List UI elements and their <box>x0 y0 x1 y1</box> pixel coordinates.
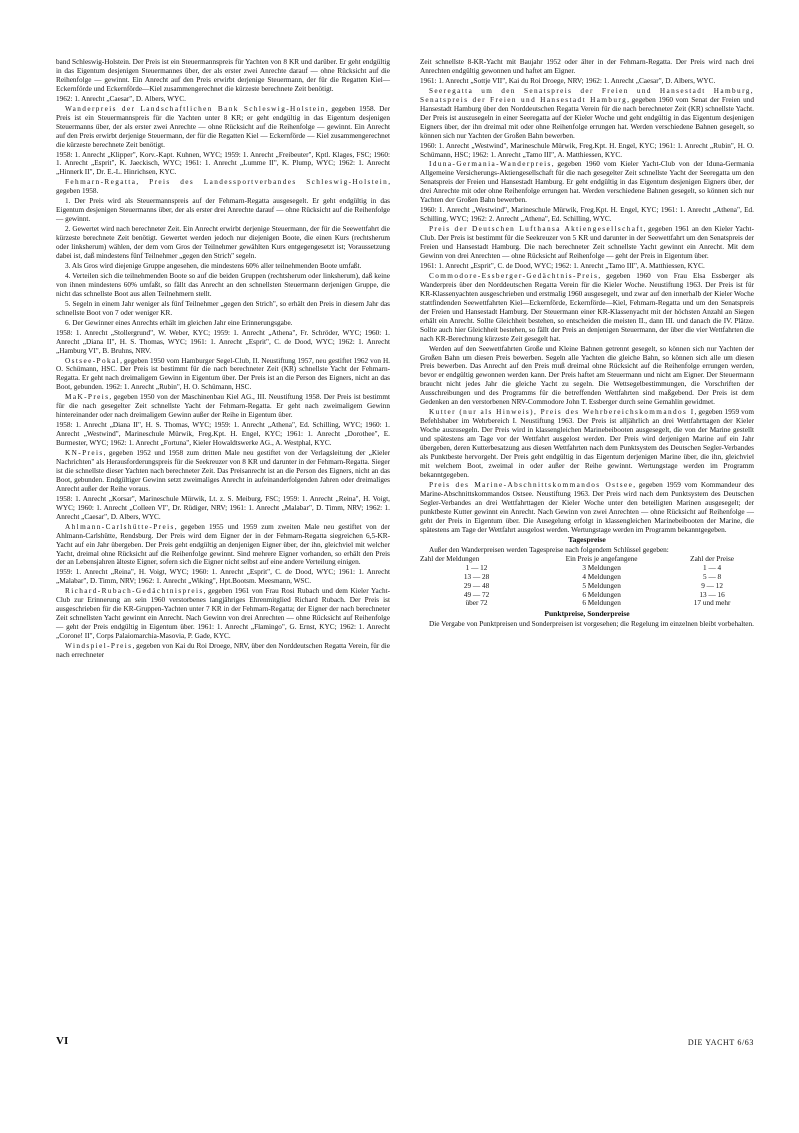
table-cell: 3 Meldungen <box>582 564 621 573</box>
prize-title: Commodore-Essberger-Gedächtnis-Preis <box>429 271 599 280</box>
prize-title: Seeregatta um den Senatspreis der Freien und Hansestadt Hamburg, Senatspreis der Freien und Hansestadt Hamburg <box>420 86 754 104</box>
table-cell: 13 — 16 <box>699 590 725 599</box>
issue-label: DIE YACHT 6/63 <box>687 1038 754 1047</box>
paragraph: band Schleswig-Holstein. Der Preis ist ein Steuermannspreis für Yachten von 8 KR und darüber. Er geht endgültig in das Eigentum desjenigen Steuermannes über, der als erster zwei Anrechte darauf — ohne Rücksicht auf die Reihenfolge — gewinnt. Ein Anrecht auf den Preis erwirbt derjenige Steuermann, der für die Regatten Kiel—Eckernförde und Eckernförde—Kiel zusammengerechnet die kürzeste berechnete Zeit benötigt. <box>56 58 390 93</box>
results-line: 1962: 1. Anrecht „Caesar", D. Albers, WYC. <box>56 94 186 103</box>
rule-item: 5. Segeln in einem Jahr weniger als fünf Teilnehmer „gegen den Strich", so erhält den Preis in diesem Jahr das schnellste Boot von 7 oder weniger KR. <box>56 299 390 317</box>
prize-title: Wanderpreis der Landschaftlichen Bank Schleswig-Holstein <box>65 104 326 113</box>
prize-entry <box>420 160 754 205</box>
rule-item: 1. Der Preis wird als Steuermannspreis auf der Fehmarn-Regatta ausgesegelt. Er geht endgültig in das Eigentum desjenigen Steuermanns über, der als erster drei Anrechte darauf — ohne Rücksicht auf die Reihenfolge — gewinnt. <box>56 197 390 224</box>
table-header: Zahl der Meldungen <box>420 555 480 564</box>
results-line: 1959: 1. Anrecht „Reina", H. Voigt, WYC; 1960: 1. Anrecht „Esprit", C. de Dood, WYC; 1961: 1. Anrecht „Malabar", D. Timm, NRV; 1962: 1. Anrecht „Wiking", Hpt.Bootsm. Meesmann, WSC. <box>56 568 390 586</box>
table-header: Zahl der Preise <box>690 555 735 564</box>
table-cell: 4 Meldungen <box>582 573 621 582</box>
table-cell: über 72 <box>465 599 488 608</box>
results-line: 1958: 1. Anrecht „Diana II", H. S. Thomas, WYC; 1959: 1. Anrecht „Athena", Ed. Schilling, WYC; 1960: 1. Anrecht „Westwind", Marineschule Mürwik, Freg.Kpt. H. Engel, KYC; 1961: 1. Anrecht „Dorothee", E. Burmester, WYC; 1962: 1. Anrecht „Fortuna", Kieler Howaldtswerke AG., A. Westphal, KYC. <box>56 421 390 448</box>
prize-entry <box>420 225 754 261</box>
prize-title: Ostsee-Pokal <box>65 356 121 365</box>
table-header: Ein Preis je angefangene <box>565 555 638 564</box>
rule-item: 2. Gewertet wird nach berechneter Zeit. Ein Anrecht erwirbt derjenige Steuermann, der für die Seewettfahrt die kürzeste berechnete Zeit benötigt. Gewertet werden jedoch nur diejenigen Boote, die einen Kurs (rechtsherum oder linksherum) wählen, der dem vom Gros der Teilnehmer gewählten Kurs entgegengesetzt ist; Voraussetzung dabei ist, daß mindestens fünf Teilnehmer „gegen den Strich" segeln. <box>56 225 390 261</box>
prize-text: , gegeben 1959 vom Kommandeur des Marine-Abschnittskommandos Ostsee. Neustiftung 1963. Der Preis wird nach dem Punktsystem des Deutschen Segler-Verbandes an drei Wettfahrttagen der Kieler Woche unter den beteiligten Marinen ausgesegelt; der punktbeste Kutter gewinnt ein Anrecht. Nach Gewinn von zwei Anrechten — ohne Rücksicht auf Reihenfolge — geht der Preis in Eigentum über. Die Ausegelung erfolgt in klassengleichen Marinebeibooten der Marine, die spätestens am Tage der Wettfahrt ausgelost werden. Wertungstage werden im Programm bekanntgegeben. <box>420 480 754 534</box>
prize-title: Kutter (nur als Hinweis), Preis des Wehrbereichskommandos I <box>429 408 695 417</box>
prize-text: , gegeben 1958. <box>56 178 390 196</box>
prize-title: Fehmarn-Regatta, Preis des Landessportverbandes Schleswig-Holstein <box>65 178 389 187</box>
results-line: 1961: 1. Anrecht „Esprit", C. de Dood, WYC; 1962: 1. Anrecht „Tamo III", A. Matthiessen, KYC. <box>420 261 705 270</box>
results-line: 1958: 1. Anrecht „Korsar", Marineschule Mürwik, Lt. z. S. Meiburg, FSC; 1959: 1. Anrecht „Reina", H. Voigt, WYC; 1960: 1. Anrecht „Colleen VI", Dr. Rüdiger, NRV; 1961: 1. Anrecht „Malabar", D. Timm, NRV; 1962: 1. Anrecht „Caesar", D. Albers, WYC. <box>56 494 390 521</box>
table-cell: 1 — 4 <box>703 564 722 573</box>
table-row <box>420 582 754 591</box>
paragraph: Außer den Wanderpreisen werden Tagespreise nach folgendem Schlüssel gegeben: <box>429 545 669 554</box>
table-cell: 5 — 8 <box>703 573 722 582</box>
results-line: 1958: 1. Anrecht „Stollergrund", W. Weber, KYC; 1959: 1. Anrecht „Athena", Fr. Schröder, WYC; 1960: 1. Anrecht „Diana II", H. S. Thomas, WYC; 1961: 1. Anrecht „Esprit", C. de Dood, WYC; 1962: 1. Anrecht „Hamburg VI", B. Bruhns, NRV. <box>56 328 390 355</box>
prize-entry <box>56 393 390 420</box>
prize-title: KN-Preis <box>65 449 104 458</box>
table-cell: 13 — 28 <box>463 573 490 582</box>
prize-entry <box>56 587 390 641</box>
table-cell: 17 und mehr <box>693 599 731 608</box>
results-line: 1960: 1. Anrecht „Westwind", Marineschule Mürwik, Freg.Kpt. H. Engel, KYC; 1961: 1. Anrecht „Rubin", H. O. Schümann, HSC; 1962: 1. Anrecht „Tamo III", A. Matthiessen, KYC. <box>420 141 754 159</box>
rule-item: 3. Als Gros wird diejenige Gruppe angesehen, die mindestens 60% aller teilnehmenden Boote umfaßt. <box>65 261 362 270</box>
right-column <box>420 58 754 630</box>
prize-title: Windspiel-Preis <box>65 642 133 651</box>
prize-title: Iduna-Germania-Wanderpreis <box>429 160 552 169</box>
prize-title: Richard-Rubach-Gedächtnispreis <box>65 587 204 596</box>
table-row <box>420 573 754 582</box>
prize-entry <box>56 178 390 196</box>
prize-text: , gegeben von Kai du Roi Droege, NRV, über den Norddeutschen Regatta Verein, für die nach errechneter <box>56 642 390 659</box>
prize-text: , gegeben 1961 an den Kieler Yacht-Club. Der Preis ist bestimmt für die Seekreuzer von 5 KR und darunter in der Seewettfahrt um den Senatspreis der Freien und Hansestadt Hamburg. Die nach berechneter Zeit schnellste Yacht gewinnt ein Anrecht. Mit dem Gewinn von drei Anrechten — ohne Rücksicht auf Reihenfolge — geht der Preis in Eigentum über. <box>420 225 754 261</box>
table-cell: 9 — 12 <box>701 581 723 590</box>
table-row <box>420 599 754 608</box>
paragraph: Werden auf den Seewettfahrten Große und Kleine Bahnen getrennt gesegelt, so können sich nur Yachten der Großen Bahn um diesen Preis bewerben. Segeln alle Yachten die gleiche Bahn, so können sich alle um diesen Preis bewerben. Das Anrecht auf den Preis muß dreimal ohne Rücksicht auf die Reihenfolge errungen werden, bevor er endgültig gewonnen werden kann. Der Preis haftet am Steuermann und nicht am Eigner. Der Steuermann braucht nicht jedes Jahr die gleiche Yacht zu segeln. Die Wettsegelbestimmungen, die Vorschriften der Ausschreibungen und des Programms für die betreffenden Wettfahrten sind maßgebend. Der Preis ist dem Gedenken an den verstorbenen NRV-Commodore John T. Essberger durch seine Gemahlin gewidmet. <box>420 344 754 407</box>
section-title-punktpreise: Punktpreise, Sonderpreise <box>544 609 630 619</box>
table-row <box>420 564 754 573</box>
prize-text: , gegeben 1961 von Frau Rosi Rubach und dem Kieler Yacht-Club zur Erinnerung an sein 1960 verstorbenes langjähriges Ehrenmitglied Richard Rubach. Der Preis ist ausgeschrieben für die KR-Gruppen-Yachten unter 7 KR in der Fehmarn-Regatta; der Eigner der nach berechneter Zeit schnellsten Yacht gewinnt ein Anrecht. Nach Gewinn von drei Anrechten — ohne Rücksicht auf Reihenfolge — geht der Preis endgültig in Eigentum über. 1961: 1. Anrecht „Flamingo", G. Ernst, KYC; 1962: 1. Anrecht „Corone! II", Corps Palaiomarchia-Masovia, P. Gade, KYC. <box>56 587 390 641</box>
prize-text: , gegeben 1960 vom Kieler Yacht-Club von der Iduna-Germania Allgemeine Versicherungs-Aktiengesellschaft für die nach gesegelter Zeit schnellste Yacht der Seeregatta um den Senatspreis der Freien und Hansestadt Hamburg. Er geht endgültig in das Eigentum desjenigen Eigners über, der drei Anrechte mit oder ohne Reihenfolge errungen hat. Werden verschiedene Bahnen gesegelt, so können sich nur Yachten der Großen Bahn bewerben. <box>420 160 754 205</box>
prize-entry <box>56 449 390 494</box>
prize-text: , gegeben 1959 vom Befehlshaber im Wehrbereich I. Neustiftung 1963. Der Preis ist alljährlich an drei Wettfahrttagen der Kieler Woche auszusegeln. Der Preis wird in klassengleichen Marinebeibooten ausgesegelt, die von der Marine gestellt und spätestens am Tage vor der Wettfahrt ausgelost werden. Der Preis wird derjenigen Marine auf ein Jahr übergeben, deren Kutterbesatzung aus diesen Wettfahrten nach dem Punktsystem des Deutschen Segler-Verbandes als Punktbeste hervorgeht. Der Preis geht endgültig in das Eigentum derjenigen Marine über, die ihn, gleichviel mit welchem Boot, zweimal in oder außer der Reihe gewinnt. Wertungstage werden im Programm bekanntgegeben. <box>420 408 754 479</box>
prize-text: , gegeben 1960 vom Senat der Freien und Hansestadt Hamburg über den Norddeutschen Regatta Verein für die nach berechneter Zeit (KR) schnellste Yacht. Der Preis ist auszusegeln in einer Seeregatta auf der Kieler Woche und geht endgültig in das Eigentum desjenigen Eigners über, der ihn dreimal mit oder ohne Reihenfolge errungen hat. Werden verschiedene Bahnen gesegelt, so können sich nur Yachten der Großen Bahn bewerben. <box>420 95 754 140</box>
paragraph: Zeit schnellste 8-KR-Yacht mit Baujahr 1952 oder älter in der Fehmarn-Regatta. Der Preis wird nach drei Anrechten endgültig gewonnen und haftet am Eigner. <box>420 58 754 75</box>
prize-entry <box>420 481 754 535</box>
prize-entry <box>56 105 390 150</box>
results-line: 1960: 1. Anrecht „Westwind", Marineschule Mürwik, Freg.Kpt. H. Engel, KYC; 1961: 1. Anrecht „Athena", Ed. Schilling, WYC; 1962: 2. Anrecht „Athena", Ed. Schilling, WYC. <box>420 206 754 224</box>
prize-text: , gegeben 1950 vom Hamburger Segel-Club, II. Neustiftung 1957, neu gestiftet 1962 von H. O. Schümann, HSC. Der Preis ist bestimmt für die nach berechneter Zeit (KR) schnellste Yacht der Fehmarn-Regatta. Er geht nach dreimaligem Gewinn in Eigentum über. Der Preis ist an die Person des Eigners, nicht an das Boot, gebunden. 1962: 1. Anrecht „Rubin", H. O. Schümann, HSC. <box>56 356 390 392</box>
results-line: 1961: 1. Anrecht „Sottje VII", Kai du Roi Droege, NRV; 1962: 1. Anrecht „Caesar", D. Albers, WYC. <box>420 76 716 85</box>
prize-entry <box>420 87 754 141</box>
table-cell: 29 — 48 <box>463 581 490 590</box>
prize-text: , gegeben 1955 und 1959 zum zweiten Male neu gestiftet von der Ahlmann-Carlshütte, Rendsburg. Der Preis wird dem Eigner der in der Fehmarn-Regatta siegreichen 6,5-KR-Yacht auf ein Jahr übergeben. Der Preis geht endgültig an denjenigen Eigner über, der ihn, gleichviel mit welcher Yacht, dreimal ohne Rücksicht auf die Reihenfolge gewinnt. Sind mehrere Eigner vorhanden, so erhält den Preis der an Lebensjahren älteste Eigner, sofern sich die Eigner nicht selbst auf eine andere Verteilung einigen. <box>56 522 390 567</box>
prize-text: , gegeben 1950 von der Maschinenbau Kiel AG., III. Neustiftung 1958. Der Preis ist bestimmt für die nach gesegelter Zeit schnellste Yacht der Fehmarn-Regatta. Er geht nach zweimaligem Gewinn hintereinander oder nach dreimaligem Gewinn außer der Reihe in Eigentum über. <box>56 393 390 420</box>
prize-text: , gegeben 1952 und 1958 zum dritten Male neu gestiftet von der Verlagsleitung der „Kieler Nachrichten" als Herausforderungspreis für die Seekreuzer von 8 KR und darunter in der Fehmarn-Regatta. Sieger ist die schnellste dieser Yachten nach berechneter Zeit. Das Preisanrecht ist an die Person des Eigners, nicht an das Boot, gebunden. Endgültiger Gewinn setzt zweimaliges Anrecht in aufeinanderfolgenden Jahren oder dreimaliges Anrecht außer der Reihe voraus. <box>56 449 390 493</box>
rule-item: 6. Der Gewinner eines Anrechts erhält im gleichen Jahr eine Erinnerungsgabe. <box>65 318 293 327</box>
tagespreise-table <box>420 555 754 608</box>
page-number: VI <box>56 1035 69 1047</box>
prize-entry <box>56 523 390 568</box>
table-row <box>420 591 754 600</box>
prize-entry <box>420 408 754 480</box>
left-column <box>56 58 390 661</box>
table-cell: 6 Meldungen <box>582 590 621 599</box>
rule-item: 4. Verteilen sich die teilnehmenden Boote so auf die beiden Gruppen (rechtsherum oder linksherum), daß keine von ihnen mindestens 60% umfaßt, so fällt das Anrecht an den schnellsten Steuermann derjenigen Gruppe, die nicht das schnellste Boot aus allen Teilnehmern stellt. <box>56 271 390 298</box>
prize-entry <box>56 357 390 393</box>
prize-title: MaK-Preis <box>65 393 110 402</box>
table-cell: 6 Meldungen <box>582 599 621 608</box>
table-header-row <box>420 555 754 564</box>
prize-text: , gegeben 1960 von Frau Elsa Essberger als Wanderpreis über den Norddeutschen Regatta Verein für die Kieler Woche. Neustiftung 1963. Der Preis ist für KR-Klassenyachten ausgeschrieben und erstmalig 1960 ausgesegelt, und zwar auf den innerhalb der Kieler Woche stattfindenden Seewettfahrten Kiel—Eckernförde, Eckernförde—Kiel, Fehmarn-Regatta und um den Senatspreis der Freien und Hansestadt Hamburg. Der Steuermann einer KR-Klassenyacht mit der höchsten Anzahl an Siegen erhält ein Anrecht. Sollte Gleichheit bestehen, so entscheiden die meisten II., dann III. und danach die IV. Plätze. Sollte auch hier Gleichheit bestehen, so fällt der Preis an denjenigen Steuermann, der über die vier Wettfahrten die nach KR-Berechnung kürzeste Zeit gesegelt hat. <box>420 271 754 343</box>
results-line: 1958: 1. Anrecht „Klipper", Korv.-Kapt. Kuhnen, WYC; 1959: 1. Anrecht „Freibeuter", Kptl. Klages, FSC; 1960: 1. Anrecht „Esprit", K. Jaeckisch, WYC; 1961: 1. Anrecht „Lumme II", K. Plump, WYC; 1962: 1. Anrecht „Hinnerk II", Dr. E.-L. Hinrichsen, KYC. <box>56 150 390 177</box>
prize-title: Preis der Deutschen Lufthansa Aktiengesellschaft <box>429 225 644 234</box>
table-cell: 5 Meldungen <box>582 581 621 590</box>
prize-entry <box>420 272 754 344</box>
prize-title: Ahlmann-Carlshütte-Preis <box>65 522 175 531</box>
table-cell: 49 — 72 <box>463 590 490 599</box>
prize-text: , gegeben 1958. Der Preis ist ein Steuermannspreis für die Yachten unter 8 KR; er geht endgültig in das Eigentum desjenigen Steuermanns über, der als erster zwei Anrechte — ohne Rücksicht auf die Reihenfolge — gewinnt. Ein Anrecht auf den Preis erwirbt derjenige Steuermann, der für die Regatten Kiel — Eckernförde — Kiel zusammengerechnet die kürzeste berechnete Zeit benötigt. <box>56 104 390 149</box>
section-title-tagespreise: Tagespreise <box>568 534 606 544</box>
prize-entry <box>56 642 390 660</box>
prize-title: Preis des Marine-Abschnittskommandos Ostsee <box>429 480 634 489</box>
table-cell: 1 — 12 <box>465 564 488 573</box>
paragraph: Die Vergabe von Punktpreisen und Sonderpreisen ist vorgesehen; die Regelung im einzelnen bleibt vorbehalten. <box>429 620 754 629</box>
